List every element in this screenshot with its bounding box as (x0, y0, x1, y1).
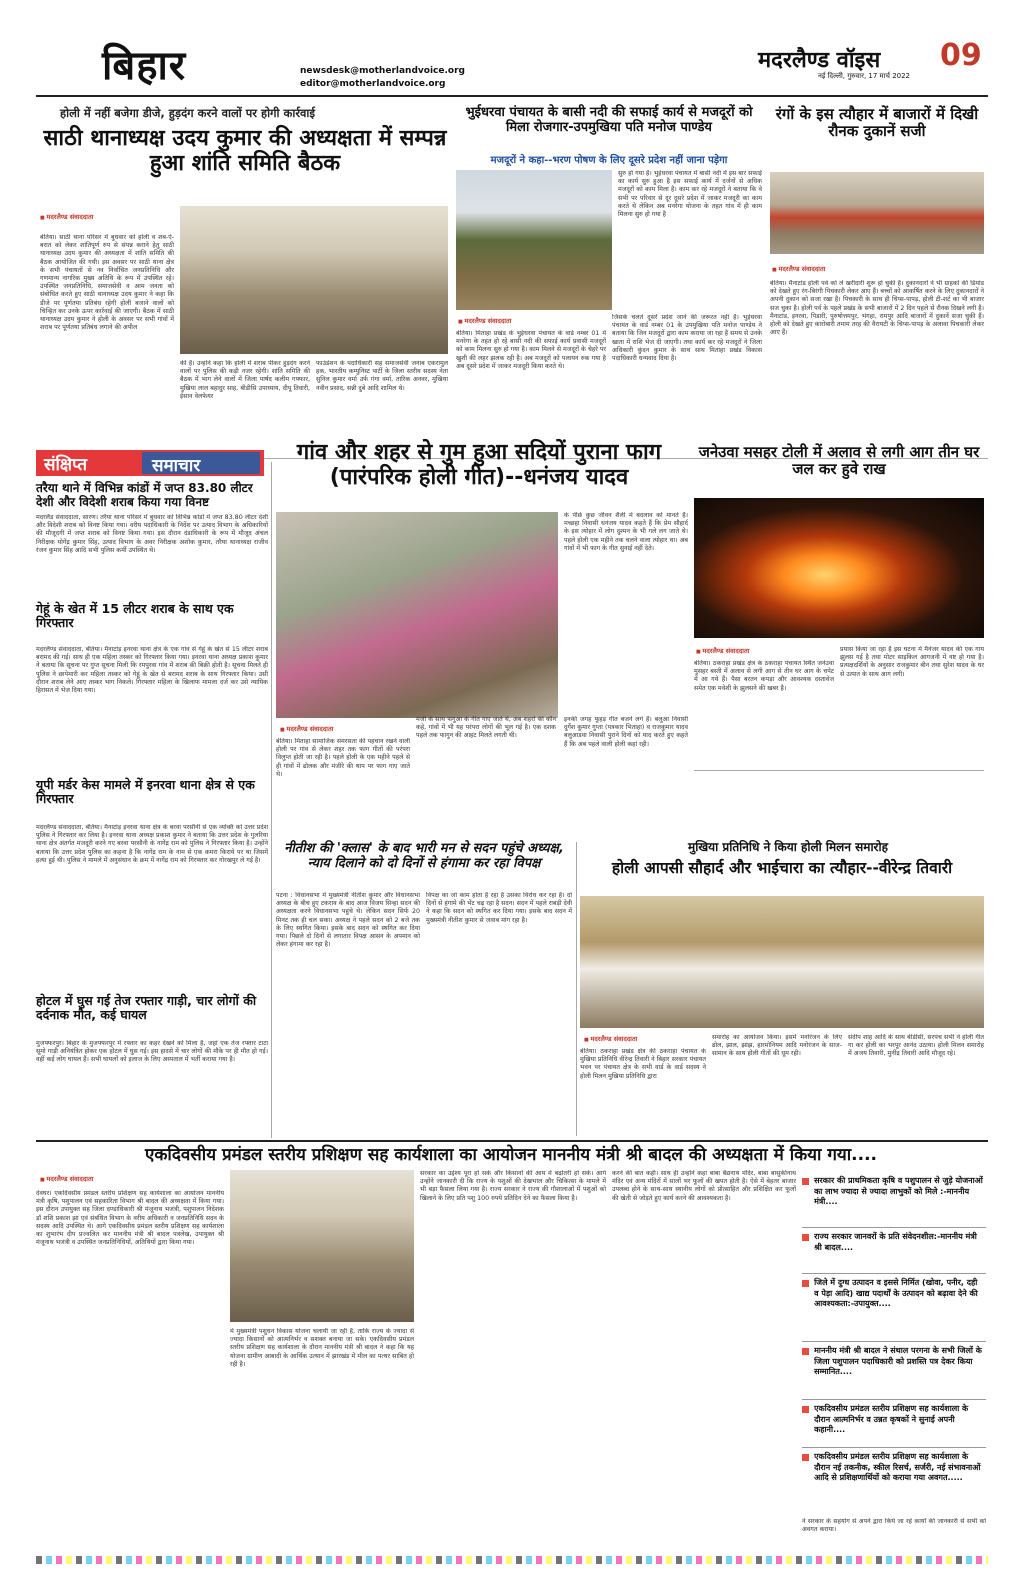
art3-headline[interactable]: रंगों के इस त्यौहार में बाजारों में दिखी रौनक दुकानें सजी (775, 105, 979, 141)
bullet-item (802, 1228, 986, 1274)
page-number: 09 (940, 38, 982, 73)
art7-body-col1: बेतिया। ठकराहा प्रखंड क्षेत्र की ठकराहा पंचायत के मुखिया प्रतिनिधि वीरेन्द्र तिवारी ने बिहार सरकार पंचायत भवन पर पंचायत क्षेत्र के सभी वार्ड के वार्ड सदस्य ने होली मिलन मुखिया प्रतिनिधि द्वारा (580, 1048, 706, 1080)
art8-body-col2: में मुख्यमंत्री पशुधन विकास योजना चलायी जा रही है, ताकि राज्य के ज्यादा से ज्यादा किसानों को आत्मनिर्भर व सशक्त बनाया जा सके। एकदिवसीय प्रमंडल स्तरीय प्रशिक्षण सह कार्यशाला के दौरान माननीय मंत्री श्री बादल ने कहा कि यह योजना ग्रामीण आबादी के आर्थिक उत्थान में झारखंड में मील का पत्थर साबित हो रही है। (230, 1328, 414, 1368)
art5-body-col2: प्रयास किया जा रहा है इस घटना में मैनेजर यादव की एक गाय झुलस गई है तथा मोटर साइकिल आगजनी में नष्ट हो गया है। प्रत्यक्षदर्शियों के अनुसार राजकुमार बीन तथा सुरेश यादव के घर से उत्पात के साथ आग लगी। (840, 646, 984, 678)
brief-divider (271, 462, 272, 1138)
bullet-square-icon (802, 1178, 809, 1185)
email-editor[interactable]: editor@motherlandvoice.org (300, 79, 446, 89)
brief-tag-label-1: संक्षिप्त (44, 455, 88, 475)
art8-body-col3: सरकार का उद्देश्य पूरा हो सके और किसानों की आय में बढ़ोतरी हो सके। आगे उन्होंने जानकारी दी कि राज्य के पशुओं की देखभाल और चिकित्सा के मामले में भी बड़ा फैसला लिया गया है। राज्य सरकार ने राज्य की गौशालाओं में पशुओं को खिलाने के लिए प्रति पशु 100 रुपये प्रतिदिन देने का फैसला किया है। (420, 1170, 606, 1202)
email-newsdesk[interactable]: newsdesk@motherlandvoice.org (300, 66, 465, 76)
art5-body-col1: बेतिया। ठकराहा प्रखंड क्षेत्र के ठकराहा पंचायत स्थित जनेउवा मुसहर बस्ती में अलाव से लगी आग से तीन घर आग के चपेट में आ गये हैं। पैसा बरतन कपड़ा और आवश्यक दस्तावेज समेत एक मवेशी के झुलसने की खबर है। (694, 660, 834, 692)
art4-credit: ■ मदरलैण्ड संवाददाता (280, 724, 333, 733)
art4-body-col4: इनकी जगह फूहड़ गीत बजने लगे हैं। बलुआ निवासी दुर्गेश कुमार गुप्ता (पत्रकार भिताहा) व राजकुमार यादव बलुआडवा निवासी पुराने दिनों को याद करते हुए कहते हैं कि अब पहले वाली होली कहां रही। (564, 716, 688, 748)
art7-credit: ■ मदरलैण्ड संवाददाता (584, 1034, 637, 1043)
art7-kicker: मुखिया प्रतिनिधि ने किया होली मिलन समारोह (688, 840, 888, 854)
bullet-item (802, 1448, 986, 1508)
bullet-item (802, 1274, 986, 1342)
art3-body: बेतिया। मैनाटांड होली पर्व को ले खरीदारी शुरू हो चुकी है। दुकानदारों ने भी ग्राहकों की डिमांड को देखते हुए रंग-बिरंगी पिचकारी लेकर आए हैं। बच्चों को आकर्षित करने के लिए दुकानदारों ने अपनी दुकान को सजा रखा है। पिचकारी के साथ ही चिप्स-पापड़, होली टी-शर्ट का भी बाजार सज चुका है। होली पर्व के पहले प्रखंड के सभी बाजारों में 2 दिन पहले से रौनक दिखने लगी है। मैनाटांड, इनरवा, पिडारी, पुरुषोत्तमपुर, भंगहा, रामपुर आदि बाजारों में दुकानें सजा चुकी हैं। होली को देखते हुए कारोबारी तमाम तरह की वैरायटी के चिप्स-पापड़ के अलावा पिचकारी लेकर आए हैं। (770, 280, 984, 337)
paper-name: मदरलैण्ड वॉइस (758, 47, 881, 73)
art6-headline[interactable]: नीतीश की 'क्लास' के बाद भारी मन से सदन पहुंचे अध्यक्ष, न्याय दिलाने को दो दिनों से हंगामा कर रहा विपक्ष (284, 841, 564, 871)
bullet-text: राज्य सरकार जानवरों के प्रति संवेदनशील:-माननीय मंत्री श्री बादल.... (814, 1232, 977, 1252)
art4-body-col2: मर्जी के साथ फगुआ के गीत गाए जाते थे, अब शहरों की कौन कहे, गांवों में भी यह परंपरा लोगों की भूल गई है। एक दशक पहले तक फागुन की आहट मिलते लगती थी। (416, 716, 556, 740)
art2-photo (456, 170, 612, 310)
art6-body-col1: पटना : विधानसभा में मुख्यमंत्री नीतीश कुमार और विधानसभा अध्यक्ष के बीच हुए टकराव के बाद आज विजय सिन्हा सदन की अध्यक्षता करने विधानसभा पहुंचे थे। लेकिन सदन सिर्फ 20 मिनट तक ही चल सका। अध्यक्ष ने पहले सदन को 2 बजे तक के लिए स्थगित किया। इसके बाद सदन को स्थगित कर दिया गया। पिछले दो दिनों से लगातार विपक्ष आसन के अपमान को लेकर हंगामा कर रहा है। (276, 892, 420, 949)
art4-headline[interactable]: गांव और शहर से गुम हुआ सदियों पुराना फाग (पारंपरिक होली गीत)--धनंजय यादव (296, 440, 662, 491)
art3-photo (770, 172, 984, 254)
bullet-text: माननीय मंत्री श्री बादल ने संथाल परगना के सभी जिलों के जिला पशुपालन पदाधिकारी को प्रशस्ति पत्र देकर किया सम्मानित.... (814, 1346, 982, 1376)
art5-photo (694, 498, 984, 638)
bullet-list (802, 1172, 986, 1512)
brief-body-4: मुजफ्फरपुर। बिहार के मुजफ्फरपुर में रफ्तार का कहर देखने को मिला है, जहां एक तेज रफ्तार टाटा सूमो गाड़ी अनियंत्रित होकर एक होटल में घुस गई। इस हादसे में चार लोगों की मौके पर ही मौत हो गई। वहीं कई लोग घायल हैं। सभी घायलों को इलाज के लिए अस्पताल में भर्ती कराया गया है। (36, 1040, 268, 1064)
art2-headline[interactable]: भुईधरवा पंचायत के बासी नदी की सफाई कार्य से मजदूरों को मिला रोजगार-उपमुखिया पति मनोज पाण्डेय (465, 105, 753, 135)
art8-photo (230, 1170, 414, 1322)
art1-photo (180, 206, 448, 354)
art7-body-col2: समारोह का आयोजन किया। इसमें मनोरंजन के लिए ढोल, झाल, झांझ, हारमोनियम आदि मनोरंजन के साज-सामान के साथ होली गीतों की धूम रही। (712, 1034, 842, 1058)
bullet-square-icon (802, 1348, 809, 1355)
art7-photo (580, 896, 984, 1028)
bullet-square-icon (802, 1406, 809, 1413)
art6-divider (576, 842, 577, 1136)
art1-body-col3: फाउंडेशन के पदाधिकारी सह समाजसेवी जनाब एकरामुल हक, भारतीय कम्युनिस्ट पार्टी के जिला स्तरीय सदस्य नेता सुनिल कुमार वर्मा उर्फ गंगा वर्मा, तारिक अनवर, मुखिया नवीन प्रसाद, सन्नी दुबे आदि शामिल थे। (316, 360, 448, 392)
art1-credit: ■ मदरलैण्ड संवाददाता (40, 212, 93, 221)
art5-headline[interactable]: जनेउवा मसहर टोली में अलाव से लगी आग तीन घर जल कर हुवे राख (698, 443, 980, 479)
art1-body-col1: बेतिया। साठी थाना परिसर में बुधवार को होली व शब-ऐ-बरात को लेकर शांतिपूर्ण रुप से संपन्न कराने हेतु साठी थानाध्यक्ष उदय कुमार की अध्यक्षता में शांति समिति की बैठक आयोजित की गयी। इस अवसर पर साठी थाना क्षेत्र के सभी पंचायतों से नव निर्वाचित जनप्रतिनिधि और गणमान्य नागरिक मुख्य अतिथि के रूप में उपस्थित रहे। उपस्थित जनप्रतिनिधि, समाजसेवी व आम जनता को संबोधित करते हुए साठी थानाध्यक्ष उदय कुमार ने कहा कि डीजे पर पूर्णतया प्रतिबंध रहेगी होली बजाने वालों को चिन्हित कर उनके ऊपर कार्रवाई की जाएगी। बैठक में साठी थानाध्यक्ष उदय कुमार ने होली के अवसर पर सभी गांवों में शराब पर पूर्णतया प्रतिबंध लगाने की अपील (40, 234, 174, 332)
art7-body-col3: संदीप शाह आदि के साथ बीडीसी, सरपंच सभी ने होली गीत गा कर होली का भरपूर आनंद उठाया। होली मिलन समारोह में अजय तिवारी, मुनींद्र तिवारी आदि मौजूद रहे। (848, 1034, 984, 1058)
brief-headline-1[interactable]: तरैया थाने में विभिन्न कांडों में जप्त 83.80 लीटर देशी और विदेशी शराब किया गया विनष्ट (36, 481, 253, 509)
brief-body-3: मदरलैण्ड संवाददाता, बेतिया। मैनाटांड़ इनरवा थाना क्षेत्र के बरवा परसौनी से एक व्यक्ति को उत्तर प्रदेश पुलिस ने गिरफ्तार कर लिया है। इनरवा थाना अध्यक्ष प्रकाश कुमार ने बताया कि उत्तर प्रदेश के गुलरिया थाना क्षेत्र अंतर्गत मजदूरी करने गए बरवा परसौनी के नागेंद्र राम को पुलिस ने गिरफ्तार किया है। उन्होंने बताया कि उत्तर प्रदेश पुलिस का कहना है कि नागेंद्र राम के नाम से एक कमरा किराये पर था जिसमें हत्या हुई थी। पुलिस ने मामले में अनुसंधान के क्रम में नागेंद्र राम को गिरफ्तार कर गोरखपुर ले गई है। (36, 824, 268, 864)
masthead-rule (36, 95, 988, 97)
brief-headline-3[interactable]: यूपी मर्डर केस मामले में इनरवा थाना क्षेत्र से एक गिरफ्तार (36, 777, 255, 807)
brief-body-2: मदरलैण्ड संवाददाता, बेतिया। मैनाटांड़ इनरवा थाना क्षेत्र के एक गांव से गेहूं के खेत से 15 लीटर शराब बरामद की गई। साथ ही एक महिला तस्कर को गिरफ्तार किया गया। इनरवा थाना अध्यक्ष प्रकाश कुमार ने बताया कि सूचना पर गुप्त सूचना मिली कि रमपुरवा गांव में शराब की बिक्री होती है। सूचना मिलते ही पुलिस ने छापेमारी कर महिला तस्कर को गेहूं के खेत से बरामद शराब के साथ गिरफ्तार किया। उसी दौरान शराब लेने आए तस्कर भाग निकले। गिरफ्तार महिला के खिलाफ मामला दर्ज कर उसे न्यायिक हिरासत में भेज दिया गया। (36, 646, 268, 695)
art3-credit: ■ मदरलैण्ड संवाददाता (772, 264, 825, 273)
print-registration-strip (36, 1556, 988, 1564)
brief-tag-label-2: समाचार (152, 456, 201, 476)
art1-headline[interactable]: साठी थानाध्यक्ष उदय कुमार की अध्यक्षता में सम्पन्न हुआ शांति समिति बैठक (43, 126, 447, 177)
section-title: बिहार (102, 42, 187, 89)
art6-body-col2: विपक्ष का जो काम होता है रहा है उसका विरोध कर रहा है। दो दिनों से हंगामे की भेंट चढ़ रहा है सदन। सदन में पहले राबड़ी देवी ने कहा कि सदन को स्थगित कर दिया गया। इसके बाद सदन में मुख्यमंत्री नीतीश कुमार से जवाब मांग रहा है। (426, 892, 572, 924)
art2-credit: ■ मदरलैण्ड संवाददाता (458, 316, 511, 325)
bullet-square-icon (802, 1454, 809, 1461)
art4-body-col1: बेतिया। मिताहा सामाजिक समरसता की पहचान रखने वाली होली पर गांव से लेकर शहर तक फाग गीतों की परंपरा विलुप्त होती जा रही है। पहले होली के एक महीने पहले से ही गांवों में ढोलक और मंजीरे की थाप पर फाग गाए जाते थे। (276, 738, 410, 778)
bullet-square-icon (802, 1280, 809, 1287)
bullet-text: जिले में दुग्ध उत्पादन व इससे निर्मित (खोवा, पनीर, दही व पेड़ा आदि) खाद्य पदार्थों के उत्पादन को बढ़ावा देने की आवश्यकता:-उपायुक्त.... (814, 1278, 978, 1308)
art2-body-col1: सुरु हो गया है। भुईधरवा पंचायत में बासी नदी में इस बार सफाई का कार्य सुरु हुआ है इस सफाई कार्य में दर्जनों से अधिक मजदूरों को काम मिला है। काम कर रहे मजदूरों ने बताया कि वे सभी पर परिवार से दूर दूसरे प्रदेश में जाकर मजदूरी का काम करते थे लेकिन अब मनरेगा योजना के तहत गांव में ही काम मिलना सुरु हो गया है (618, 170, 762, 219)
bullet-item (802, 1342, 986, 1400)
art8-headline[interactable]: एकदिवसीय प्रमंडल स्तरीय प्रशिक्षण सह कार्यशाला का आयोजन माननीय मंत्री श्री बादल की अध्यक्षता में किया गया.... (144, 1145, 878, 1165)
art5-credit: ■ मदरलैण्ड संवाददाता (696, 646, 749, 655)
brief-headline-2[interactable]: गेहूं के खेत में 15 लीटर शराब के साथ एक गिरफ्तार (36, 601, 234, 631)
issue-date: नई दिल्ली, गुरुवार, 17 मार्च 2022 (818, 72, 911, 80)
brief-headline-4[interactable]: होटल में घुस गई तेज रफ्तार गाड़ी, चार लोगों की दर्दनाक मौत, कई घायल (36, 993, 257, 1023)
art1-kicker: होली में नहीं बजेगा डीजे, हुड़दंग करने वालों पर होगी कार्रवाई (60, 106, 316, 120)
row-divider-2 (36, 1140, 988, 1142)
bullet-text: एकदिवसीय प्रमंडल स्तरीय प्रशिक्षण सह कार्यशाला के दौरान आत्मनिर्भर व उन्नत कृषकों ने सुनाई अपनी कहानी.... (814, 1404, 969, 1434)
art8-body-col4: करने की बात कही। साथ ही उन्होंने कहा बाबा बैद्यनाथ मंदिर, बाबा बासुकीनाथ मंदिर एवं अन्य मंदिरों में सालों भर फूलों की खपत होती है। ऐसे में बेहतर बाजार उपलब्ध होने के साथ-साथ स्थानीय लोगों को प्रोत्साहित और प्रशिक्षित कर फूलों की खेती से जोड़ते हुए कार्य करने की आवश्यकता है। (612, 1170, 796, 1202)
art2-body-col2: बेतिया। मिताहा प्रखंड के भुईधरवा पंचायत के वार्ड नम्बर 01 में मनरेगा के तहत हो रहे बासी नदी की सफाई कार्य प्रवासी मजदूरों को काम मिलना सुरु हो गया है। काम मिलने से मजदूरों के चेहरे पर खुशी की लहर झलक रही है। अब मजदूरों को पलायन रुक गया है अब दूसरे प्रदेश में जाकर मजदूरी किया करते थे। (456, 330, 606, 370)
bullet-item (802, 1400, 986, 1448)
art1-body-col2: की है। उन्होंने कहा कि होली में शराब पीकर हुड़दंग करने वालों पर पुलिस की कड़ी नजर रहेगी। शांति समिति की बैठक में भाग लेने वालों में जिला पार्षद कलीम गफ्फार, मुखिया लाल बहादुर साह, बीडीसि उपाध्याय, दीपू तिवारी, ईसान वेलफेयर (180, 360, 310, 400)
art8-credit: ■ मदरलैण्ड संवाददाता (40, 1174, 93, 1183)
art8-tail: ने सरकार के सहयोग से अपने द्वारा किये जा रहे कार्यों की जानकारी से सभी को अवगत कराया। (802, 1518, 986, 1534)
bullet-text: सरकार की प्राथमिकता कृषि व पशुपालन से जुड़े योजनाओं का लाभ ज्यादा से ज्यादा लाभुकों को मिले :-माननीय मंत्री.... (814, 1176, 983, 1206)
brief-body-1: मदरलैंड संवाददाता, सारण। तरैया थाना परिसर में बुधवार को विभिन्न कांडों में जप्त 83.80 लीटर देशी और विदेशी शराब को विनष्ट किया गया। वरीय पदाधिकारी के निर्देश पर उत्पाद विभाग के अधिकारियों की मौजूदगी में जप्त शराब को विनष्ट किया गया। इस दौरान दंडाधिकारी के रूप में मौजूद अंचल निरीक्षक योगेंद्र कुमार सिंह, उत्पाद विभाग के अवर निरीक्षक अशोक कुमार, तरैया थानाध्यक्ष राजीव रंजन कुमार सिंह आदि सभी पुलिस कर्मी उपस्थित थे। (36, 514, 268, 554)
art2-subhead: मजदूरों ने कहा--भरण पोषण के लिए दूसरे प्रदेश नहीं जाना पड़ेगा (490, 155, 728, 166)
art8-body-col1: देवघर। एकदिवसीय प्रमंडल स्तरीय प्रशिक्षण सह कार्यशाला का आयोजन माननीय मंत्री कृषि, पशुपालन एवं सहकारिता विभाग श्री बादल की अध्यक्षता में किया गया। इस दौरान उपायुक्त सह जिला दण्डाधिकारी श्री मंजूनाथ भजंत्री, पशुपालन निदेशक डॉ शशि प्रकाश झा एवं संबंधित विभाग के वरीय अधिकारी व जनप्रतिनिधि सदन के सदस्य आदि उपस्थित थे। आगे एकदिवसीय प्रमंडल स्तरीय प्रशिक्षण सह कार्यशाला का शुभारंभ दीप प्रज्वलित कर माननीय मंत्री श्री बादल पत्रलेख, उपायुक्त श्री मंजूनाथ भजंत्री व उपस्थित जनप्रतिनिधियों, अतिथियों द्वारा किया गया। (36, 1190, 224, 1247)
bullet-text: एकदिवसीय प्रमंडल स्तरीय प्रशिक्षण सह कार्यशाला के दौरान नई तकनीक, स्कील रिसर्च, सर्जरी, नई संभावनाओं आदि से प्रशिक्षणार्थियों को कराया गया अवगत..... (814, 1452, 981, 1482)
art2-body-col3: जिसके चलते दूसरे प्रदेश जाने की जरूरत नहीं है। भुईधरवा पंचायत के वार्ड नम्बर 01 के उपमुखिया पति मनोज पाण्डेय ने बताया कि जिन मजदूरों द्वारा काम कराया जा रहा है समय से उनके खाता में राशि भेज दी जाएगी। तथा कार्य कर रहे मजदूरों ने जिला अधिकारी कुंदन कुमार के साथ साथ मिताहा प्रखंड विकास पदाधिकारी धन्यवाद दिया है। (612, 314, 762, 363)
art4-body-col3: के पीछे कुछ जीवन शैली में बदलाव को मानते हैं। मच्छहा निवासी धनंजय यादव कहते हैं कि प्रेम सौहार्द के इस त्योहार में लोग दुश्मन के भी गले लग जाते थे। पहले होली एक महीने तक चलने वाला त्योहार था। अब गांवों में भी फाग के गीत सुनाई नहीं देते। (564, 512, 688, 552)
bullet-item (802, 1172, 986, 1228)
art7-headline[interactable]: होली आपसी सौहार्द और भाईचारा का त्यौहार--वीरेन्द्र तिवारी (611, 859, 953, 877)
bullet-square-icon (802, 1234, 809, 1241)
fire-divider (694, 770, 984, 771)
art4-photo (276, 512, 558, 718)
